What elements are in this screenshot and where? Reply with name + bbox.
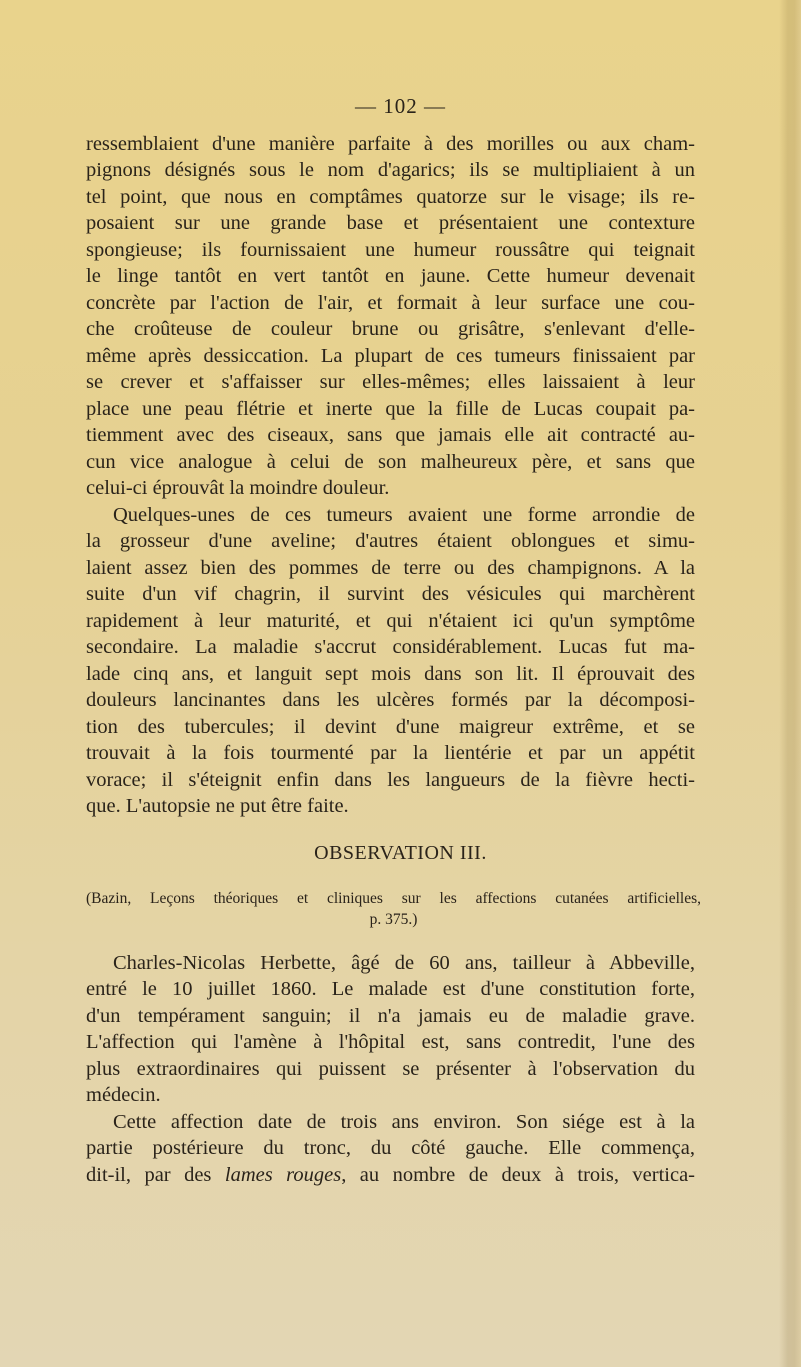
page-number: — 102 — <box>355 94 446 118</box>
text-segment: , au nombre de deux à trois, vertica- <box>341 1164 695 1186</box>
page-edge-shadow <box>779 0 801 1367</box>
text-line: douleurs lancinantes dans les ulcères formés par la décomposi- <box>86 689 695 711</box>
text-line: se crever et s'affaisser sur elles-mêmes; elles laissaient à leur <box>86 371 695 393</box>
text-line: la grosseur d'une aveline; d'autres étaient oblongues et simu- <box>86 530 695 552</box>
text-line: partie postérieure du tronc, du côté gauche. Elle commença, <box>86 1137 695 1159</box>
text-line: concrète par l'action de l'air, et formait à leur surface une cou- <box>86 292 695 314</box>
text-line: Quelques-unes de ces tumeurs avaient une forme arrondie de <box>113 504 695 526</box>
text-line: entré le 10 juillet 1860. Le malade est d'une constitution forte, <box>86 978 695 1000</box>
text-line: Cette affection date de trois ans environ. Son siége est à la <box>113 1111 695 1133</box>
text-line: cun vice analogue à celui de son malheureux père, et sans que <box>86 451 695 473</box>
text-line: trouvait à la fois tourmenté par la lientérie et par un appétit <box>86 742 695 764</box>
text-line: posaient sur une grande base et présentaient une contexture <box>86 212 695 234</box>
text-line: plus extraordinaires qui puissent se présenter à l'observation du <box>86 1058 695 1080</box>
text-line: d'un tempérament sanguin; il n'a jamais eu de maladie grave. <box>86 1005 695 1027</box>
text-line: lade cinq ans, et languit sept mois dans son lit. Il éprouvait des <box>86 663 695 685</box>
text-line: que. L'autopsie ne put être faite. <box>86 795 349 817</box>
text-line: vorace; il s'éteignit enfin dans les langueurs de la fièvre hecti- <box>86 769 695 791</box>
text-line: place une peau flétrie et inerte que la fille de Lucas coupait pa- <box>86 398 695 420</box>
text-line: rapidement à leur maturité, et qui n'étaient ici qu'un symptôme <box>86 610 695 632</box>
text-line: tion des tubercules; il devint d'une maigreur extrême, et se <box>86 716 695 738</box>
text-segment: dit-il, par des <box>86 1164 225 1186</box>
citation-line: p. 375.) <box>369 911 418 928</box>
citation-line: (Bazin, Leçons théoriques et cliniques sur les affections cutanées artificielles, <box>86 890 701 907</box>
text-line: suite d'un vif chagrin, il survint des vésicules qui marchèrent <box>86 583 695 605</box>
italic-term: lames rouges <box>224 1164 342 1186</box>
text-line: Charles-Nicolas Herbette, âgé de 60 ans, tailleur à Abbeville, <box>113 952 695 974</box>
text-line: laient assez bien des pommes de terre ou des champignons. A la <box>86 557 695 579</box>
text-line: tel point, que nous en comptâmes quatorze sur le visage; ils re- <box>86 186 695 208</box>
text-line: L'affection qui l'amène à l'hôpital est, sans contredit, l'une des <box>86 1031 695 1053</box>
text-line: pignons désignés sous le nom d'agarics; ils se multipliaient à un <box>86 159 695 181</box>
text-line: secondaire. La maladie s'accrut considérablement. Lucas fut ma- <box>86 636 695 658</box>
text-line: ressemblaient d'une manière parfaite à des morilles ou aux cham- <box>86 133 695 155</box>
text-line: spongieuse; ils fournissaient une humeur roussâtre qui teignait <box>86 239 695 261</box>
text-line: tiemment avec des ciseaux, sans que jamais elle ait contracté au- <box>86 424 695 446</box>
text-line: médecin. <box>86 1084 161 1106</box>
text-line <box>86 1162 695 1188</box>
text-line: celui-ci éprouvât la moindre douleur. <box>86 477 390 499</box>
observation-heading: OBSERVATION III. <box>314 842 487 864</box>
text-line: che croûteuse de couleur brune ou grisâtre, s'enlevant d'elle- <box>86 318 695 340</box>
text-line: le linge tantôt en vert tantôt en jaune. Cette humeur devenait <box>86 265 695 287</box>
text-line: même après dessiccation. La plupart de ces tumeurs finissaient par <box>86 345 695 367</box>
